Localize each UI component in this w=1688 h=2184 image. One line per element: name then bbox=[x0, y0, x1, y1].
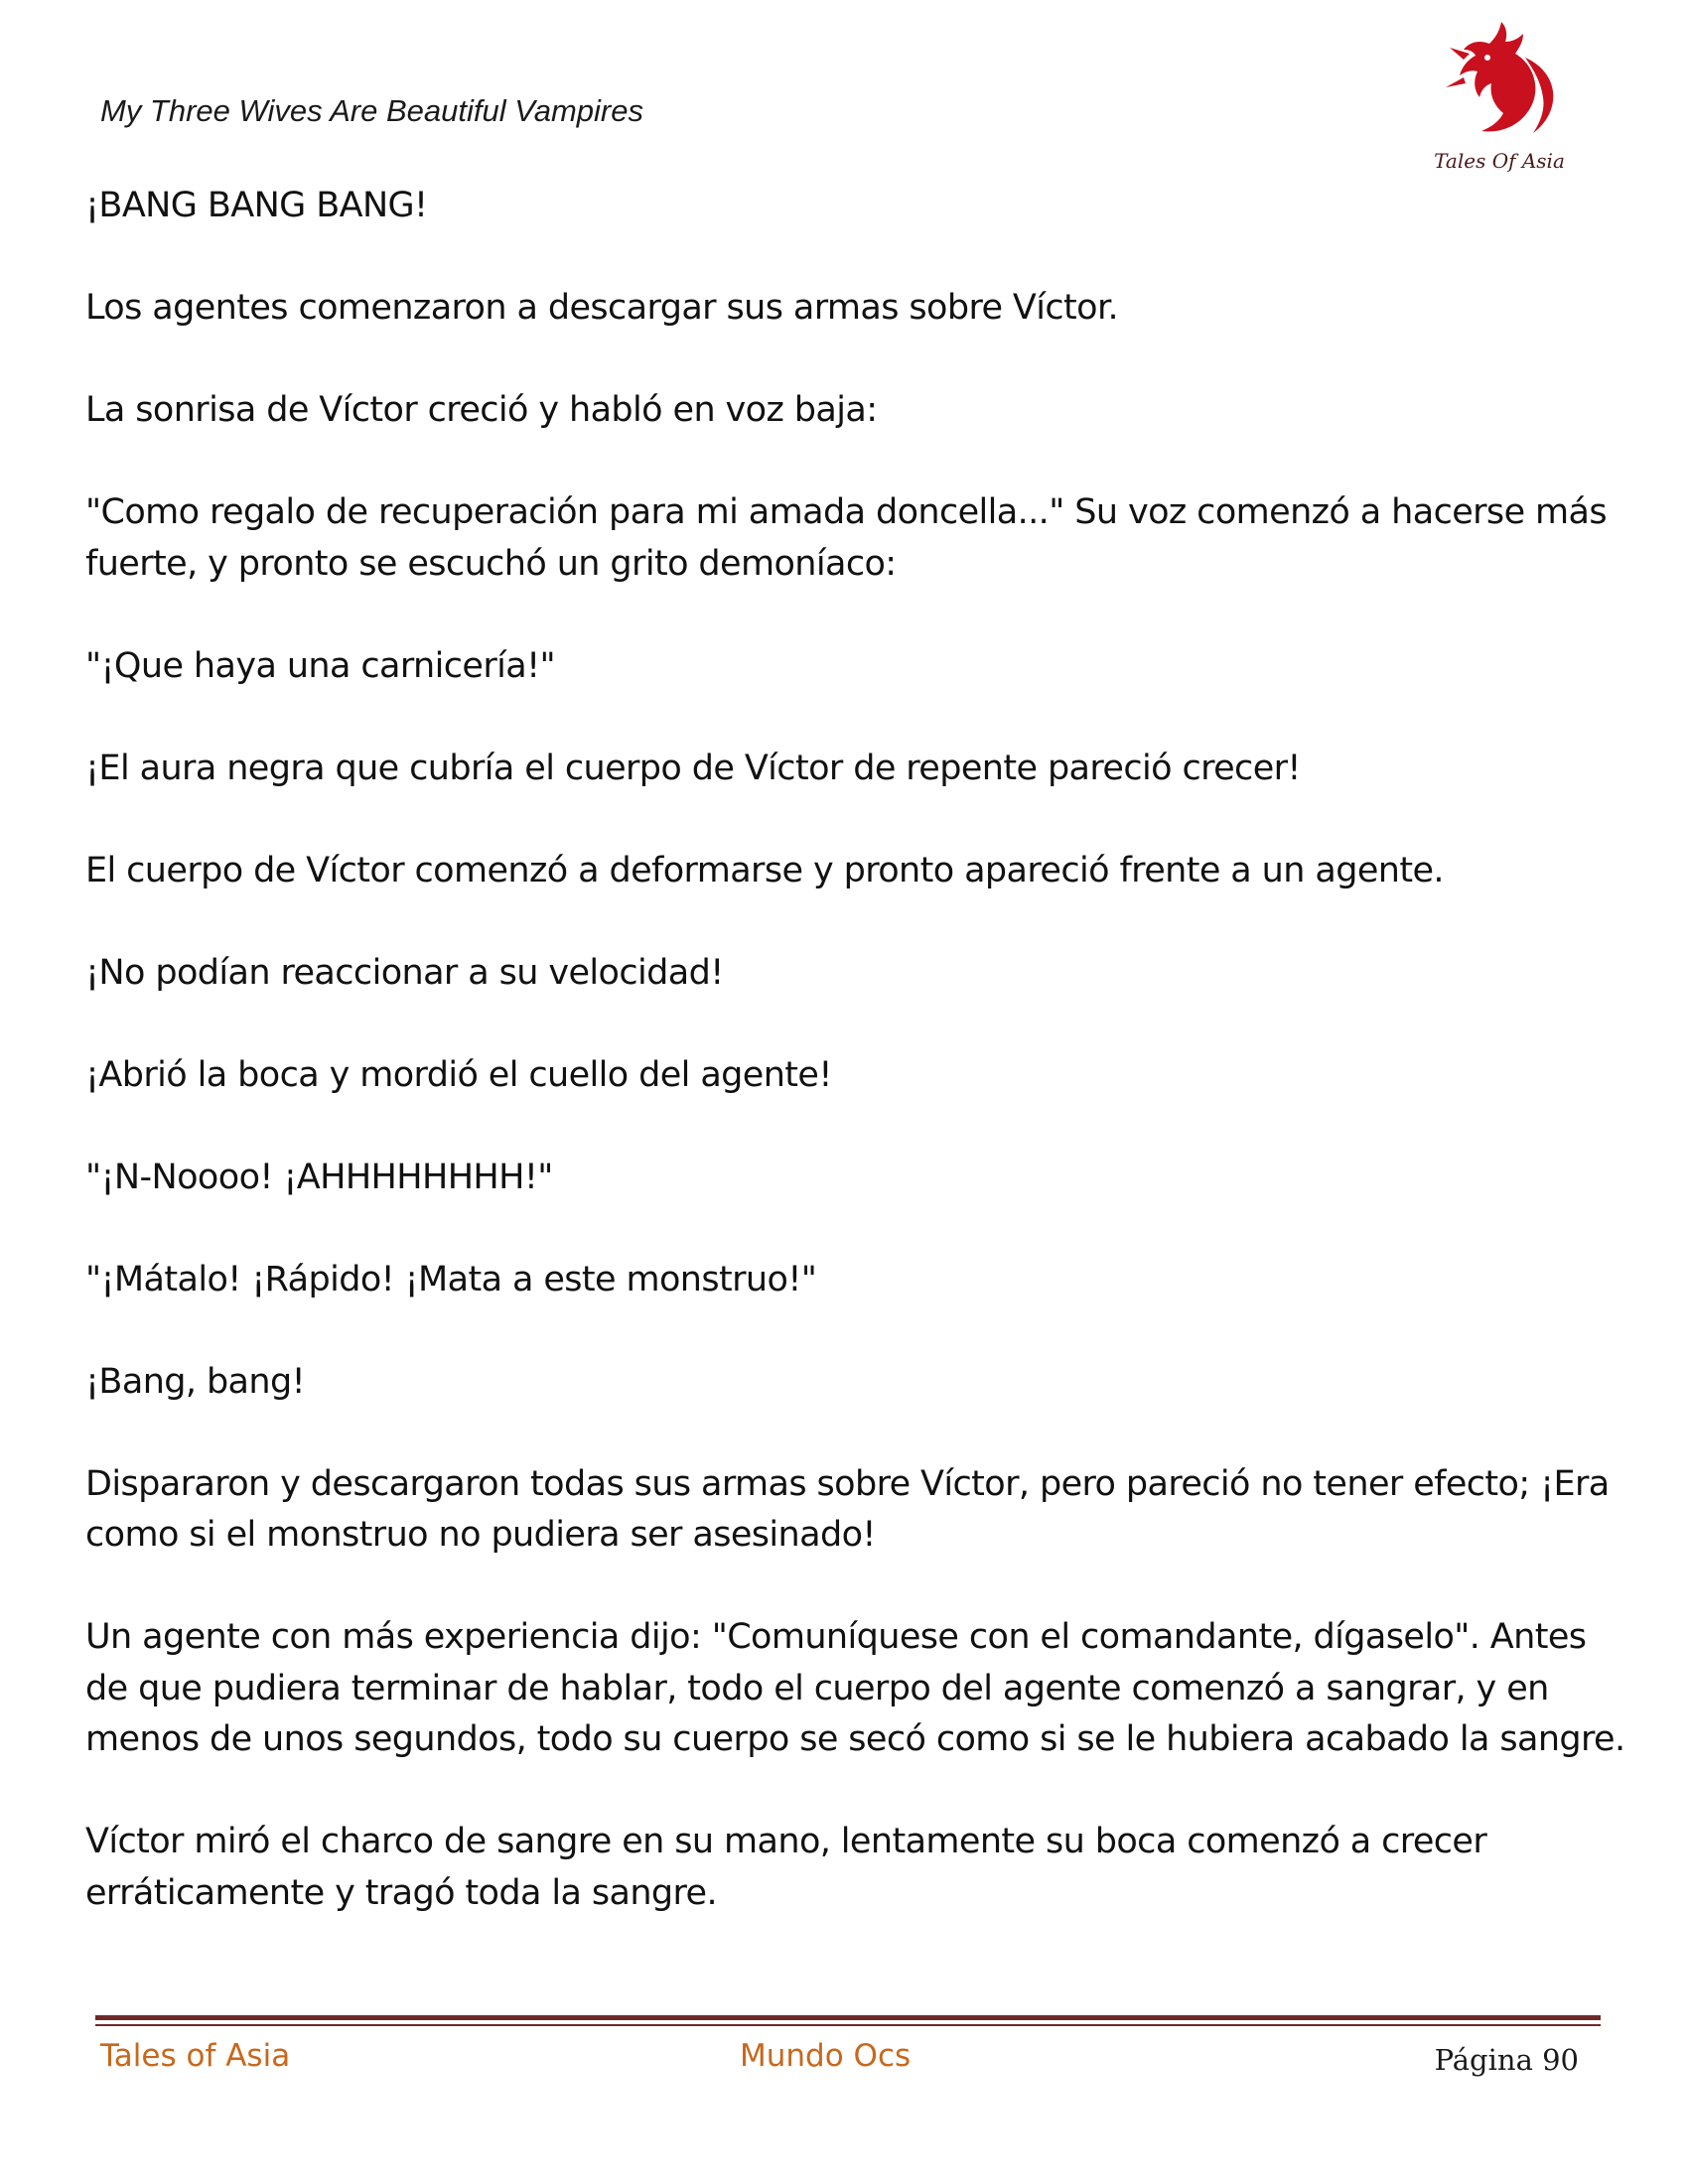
footer-rule bbox=[95, 2015, 1601, 2020]
paragraph: Un agente con más experiencia dijo: "Comuníquese con el comandante, dígaselo". Antes de que pudiera terminar de hablar, todo el cuerpo del agente comenzó a sangrar, y en menos de unos segundos, todo su cuerpo se secó como si se le hubiera acabado la sangre. bbox=[85, 1617, 1625, 1759]
red-dragon-icon bbox=[1430, 18, 1569, 152]
paragraph: La sonrisa de Víctor creció y habló en voz baja: bbox=[85, 390, 878, 430]
paragraph: ¡No podían reaccionar a su velocidad! bbox=[85, 952, 724, 993]
paragraph: Víctor miró el charco de sangre en su mano, lentamente su boca comenzó a crecer erráticamente y tragó toda la sangre. bbox=[85, 1822, 1487, 1913]
tales-of-asia-logo bbox=[1430, 18, 1569, 182]
footer-publisher: Tales of Asia bbox=[100, 2038, 291, 2074]
page-number: Página 90 bbox=[1434, 2043, 1579, 2077]
book-title: My Three Wives Are Beautiful Vampires bbox=[100, 93, 643, 128]
paragraph: "Como regalo de recuperación para mi amada doncella..." Su voz comenzó a hacerse más fuerte, y pronto se escuchó un grito demoníaco: bbox=[85, 492, 1608, 584]
paragraph: El cuerpo de Víctor comenzó a deformarse y pronto apareció frente a un agente. bbox=[85, 850, 1444, 890]
paragraph: "¡N-Noooo! ¡AHHHHHHHH!" bbox=[85, 1157, 553, 1197]
paragraph: ¡El aura negra que cubría el cuerpo de Víctor de repente pareció crecer! bbox=[85, 748, 1301, 788]
paragraph: "¡Que haya una carnicería!" bbox=[85, 645, 556, 686]
paragraph: ¡BANG BANG BANG! bbox=[85, 186, 428, 225]
paragraph: Los agentes comenzaron a descargar sus armas sobre Víctor. bbox=[85, 288, 1119, 328]
logo-text: Tales Of Asia bbox=[1434, 149, 1565, 173]
footer-rule-thin bbox=[95, 2024, 1601, 2026]
paragraph: "¡Mátalo! ¡Rápido! ¡Mata a este monstruo!" bbox=[85, 1259, 817, 1299]
paragraph: ¡Bang, bang! bbox=[85, 1361, 306, 1402]
chapter-body bbox=[85, 181, 1634, 1971]
paragraph: ¡Abrió la boca y mordió el cuello del agente! bbox=[85, 1054, 832, 1095]
paragraph: Dispararon y descargaron todas sus armas sobre Víctor, pero pareció no tener efecto; ¡Era como si el monstruo no pudiera ser asesinado! bbox=[85, 1463, 1610, 1555]
footer-series: Mundo Ocs bbox=[740, 2038, 912, 2074]
